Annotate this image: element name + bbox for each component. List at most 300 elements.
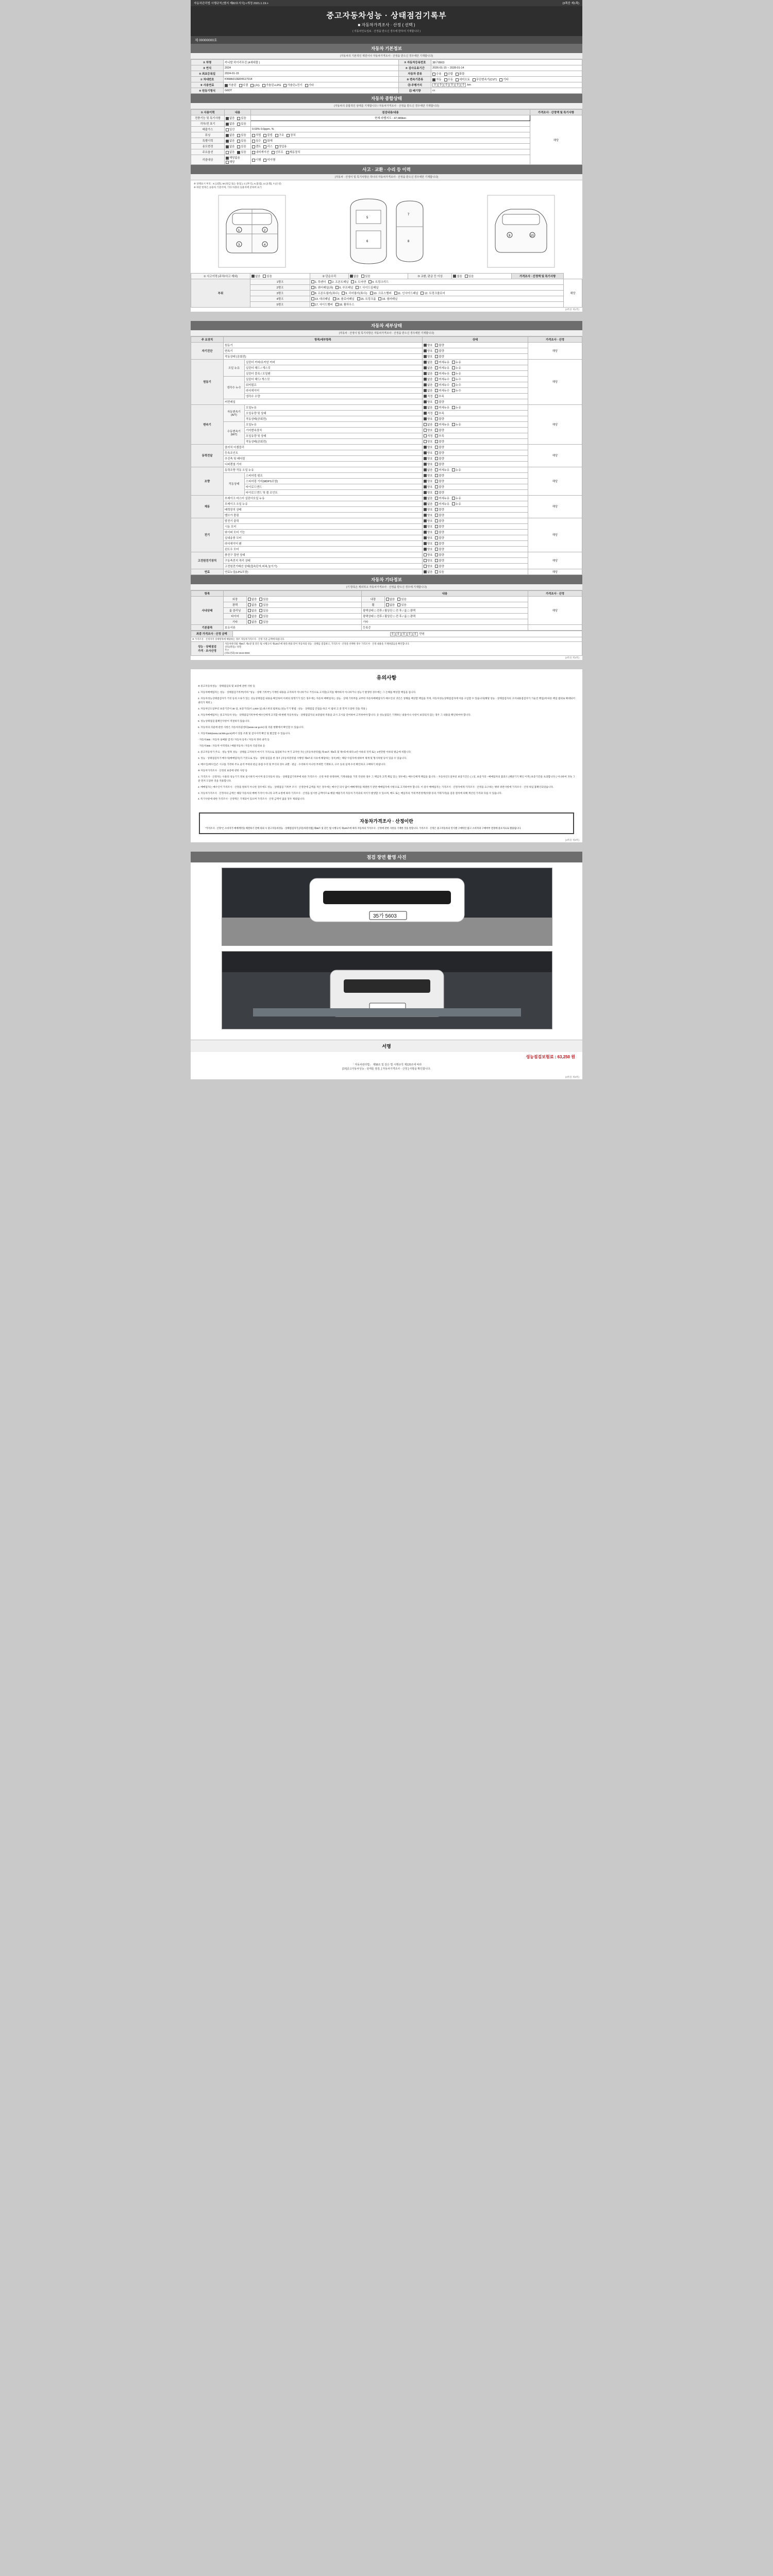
price-unit: 만원 [419, 632, 425, 636]
detail-item: 작동상태 (공회전) [224, 353, 423, 359]
diagram-note-1: ※ 상태표시 부호 : X (교환), W (판금 또는 용접 ), C (부식), A (흠집), U (요철), T (손상) [194, 182, 281, 185]
detail-opts: 양호 불량 [423, 529, 528, 535]
etc-item: 광택 [224, 602, 247, 607]
etc-opts: 없음 있음 [247, 607, 362, 613]
group-sign: 해당 [528, 342, 582, 359]
detail-item: 커먼레일 [224, 399, 423, 404]
doc-subtitle: ■ 자동차가격조사 · 산정 ( 선택 ) [358, 23, 415, 27]
detail-opts: 양호 불량 [423, 399, 528, 404]
overall-detail: 이행 미이행 [251, 155, 530, 165]
detail-item: 밸브가 풀림 [224, 512, 423, 518]
detail-opts: 없음 미세누수 누수 [423, 376, 528, 382]
detail-item: 변속기 [224, 348, 423, 353]
etc-side-label: 항목 [191, 590, 224, 596]
detail-item: 라디에이터 팬 [224, 540, 423, 546]
notice-item: 3. 자동차인도일부터 보증기간이 30 일, 보증거리(이 1,000 일) 최소한의 범위로 (성능기기 방법 : 성능 · 상태점검 간접을 하고 이 범위 고 중 먼저 도달한 것을 적용 ) [198, 707, 367, 710]
overall-emission: 0.03% 0.0ppm. % [251, 127, 530, 132]
row-value: 2024-01-15 [224, 71, 399, 77]
group-name: 변속기 [191, 404, 224, 444]
detail-sub: 냉각수 누수 [224, 376, 245, 399]
svg-text:9: 9 [509, 234, 511, 238]
svg-text:5: 5 [366, 216, 368, 219]
overall-opts: 없음 있음 [225, 121, 251, 127]
sheet-2 [191, 321, 582, 660]
form-code: 자동차관리법 시행규칙 [별지 제82호서식] <개정 2021.1.19.> [194, 2, 268, 5]
title-block [191, 6, 582, 36]
detail-item: 오일유량 및 상태 [245, 410, 423, 416]
bottom-note-2: [1Y]중고자동차성능 · 상태를 점검, [ 자동차가격조사 · 산정 ] 사항을 확인합니다. [342, 1067, 431, 1071]
price-head: 최종 가격조사 · 산정 금액 [191, 631, 233, 637]
etc-content-text: 광택상태 □ 전후 / 휠상단 □ 전 후 / 룸 □ 광택 [361, 613, 528, 619]
detail-item: 라디에이터 [245, 387, 423, 393]
row-value: 카니발 하이리무진 (4세대물 ) [224, 60, 399, 65]
section-detail-title: 자동차 세부상태 [191, 321, 582, 330]
detail-item: 타이로드엔드 및 볼 조인트 [245, 489, 423, 495]
page-indicator: (3쪽중 제1쪽) [562, 2, 579, 5]
notice-item: 2. 중고자동차가 주요 · 성능 항목 성능 · 상태를 고지하지 마시기 가격으로 점검하거나 부기 교지한 자는 [자동차관리법] 제 83조 제5호 및 제7호에 따라 2년 이하의 징역 또는 2천만원 이하의 벌금에 처합니다. [198, 750, 412, 753]
bottom-note [191, 1062, 582, 1075]
sheet-3-notice [191, 669, 582, 843]
fuel-label: ⑨ 사용연료 [191, 82, 224, 88]
detail-item: 추진축 및 베어링 [224, 455, 423, 461]
notice-item: 1. 가격조사 · 산정자는 사용의 성능기기 정보 실시하지 마시며 중고자동차 성능 · 상태점검기록부에 따른 가격조사 · 산정 부분 한정하며, 기재내용을 거짓 작성한 경우 그 책임자 고객 책임 있는 경우에는 매수인에게 책임을 집니다. - 자동차인도일부터 보증기간은 ( ) 일, 보증거리 - 매매업자의 불과도 (해당기기 확인 이후) 보증기간을 초과합니다 ( 이나하여 귀속 그 중 먼저 도달한 것을 적용합니다. [198, 775, 575, 782]
detail-item: 등속조인트 [224, 450, 423, 455]
notice-item: 4. 특기사항에 대한 가격조사 · 산정액은 기재되어 있으며 가격조사 · 산정 금액이 없을 경우 제외됩니다. [198, 798, 305, 801]
sheet-1 [191, 0, 582, 312]
col-use: ① 사용이력 [191, 110, 225, 115]
detail-opts: 양호 불량 [423, 506, 528, 512]
detail-col4: 가격조사 · 산정 [528, 336, 582, 342]
doc-desc: ( 자동차인도일로 · 산정을 받으신 경우에 한하여 기재합니다 ) [352, 30, 421, 33]
detail-item: 실린더 헤드 / 개스킷 [245, 365, 423, 370]
detail-col2: 항목/세부항목 [224, 336, 423, 342]
etc-content-opts: 없음 있음 [384, 602, 528, 607]
row-value: 2026-01-15 ~ 2028-01-14 [431, 65, 582, 71]
section-etc-sub: (기 항목은 제외하고 자동차가격조사 · 산정을 받으신 경우에 기재합니다) [191, 584, 582, 590]
rank-no: 5랭크 [250, 301, 310, 307]
detail-opts: 양호 불량 [423, 427, 528, 433]
group-name: 동력전달 [191, 444, 224, 467]
section-accident-sub: (자동차 · 산정이 및 특기사항은 하나의 자동차가격조사 · 산정을 받으신 경우에만 기재합니다) [191, 174, 582, 180]
row-value: 38구8903 [431, 60, 582, 65]
overall-item: 배출가스 [191, 127, 225, 132]
detail-opts: 양호 불량 [423, 552, 528, 557]
declaration-title: 자동차가격조사 · 산정이란 [360, 819, 413, 824]
rank-no: 2랭크 [250, 284, 310, 290]
detail-item: 충전구 절연 상태 [224, 552, 423, 557]
etc-col-sign: 가격조사 · 산정 [528, 590, 582, 596]
detail-item: 윈도우 모터 [224, 546, 423, 552]
detail-opts: 없음 미세누유 누유 [423, 359, 528, 365]
notice-body [191, 684, 582, 809]
section-detail-sub: (자동차 · 산정이 및 특기사항은 자동차가격조사 · 산정을 받으신 경우에만 기재합니다) [191, 330, 582, 336]
overall-opts: 없음 있음 [225, 115, 251, 121]
overall-opts: 없음 있음 [225, 132, 251, 138]
disp-label: ⑪ 배기량 [399, 88, 431, 94]
page-foot-1: (3쪽중 제1쪽) [565, 308, 579, 311]
detail-opts: 양호 불량 [423, 512, 528, 518]
detail-opts: 양호 불량 [423, 455, 528, 461]
svg-text:7: 7 [408, 213, 410, 216]
notice-item: 5. 성능상태점검 불확인사항이 적절하지 않습니다. [198, 719, 250, 722]
group-sign: 해당 [528, 467, 582, 495]
detail-opts: 양호 불량 [423, 523, 528, 529]
overall-item: 각부/전 표기 [191, 121, 225, 127]
group-sign: 해당 [528, 569, 582, 574]
detail-item: 연료누설(LPG포함) [224, 569, 423, 574]
row-label: ① 차명 [191, 60, 224, 65]
notice-head-1: ※ 중고자동차성능 · 상태점검의 및 보증에 관한 사항 등 [198, 684, 255, 687]
detail-opts: 없음 있음 [423, 569, 528, 574]
detail-sub: 작동상태 [224, 472, 245, 495]
row-value: 2024 [224, 65, 399, 71]
overall-opts: 없음 있음 [225, 144, 251, 149]
detail-item: 클러치 어셈블리 [224, 444, 423, 450]
etc-col-item [224, 590, 362, 596]
price-amount: 0 0 0 0 0 만원 [232, 631, 582, 637]
overall-opts: 없음 있음 [225, 149, 251, 155]
doc-title: 중고자동차성능 · 상태점검기록부 [326, 11, 447, 20]
car-top-diagram [332, 193, 441, 270]
page-foot-4: (3쪽중 제3쪽) [565, 1076, 579, 1079]
notice-item: 3. 자동차가격조사 · 산정자의 금액은 해당 자동차의 매매 가격이 아니라 고객 요청에 따라 가격조사 · 산정을 실시한 금액이므로 해당 매물가격 자동차 가격과의 차이가 발생할 수 있으며, 매도 또는 매입자의 거래 부분정액(차량 등의 거래가격)을 검증 절차에 의해 계산된 가격과 다를 수 있습니다. [198, 791, 502, 794]
svg-text:8: 8 [408, 240, 410, 243]
detail-opts: 없음 미세누유 누유 [423, 467, 528, 472]
notice-head-2: ※ 자동차가격조사 · 산정의 보증에 관한 사항 등 [198, 769, 248, 772]
transmission-options: 자동 수동 세미오토 무단변속기(CVT) 기타 [431, 77, 582, 82]
detail-opts: 양호 불량 [423, 557, 528, 563]
etc-item: 룸 클리닝 [224, 607, 247, 613]
acc-sign: 해당 [564, 279, 582, 307]
detail-opts: 양호 불량 [423, 546, 528, 552]
detail-opts: 없음 미세누유 누유 [423, 421, 528, 427]
price-body [224, 641, 582, 655]
detail-item: 발전기 출력 [224, 518, 423, 523]
overall-opts: 없음 있음 [225, 138, 251, 144]
detail-item: 디퍼렌셜 기어 [224, 461, 423, 467]
detail-opts: 양호 불량 [423, 444, 528, 450]
svg-text:3: 3 [238, 243, 240, 247]
detail-item: 구동축전지 격리 상태 [224, 557, 423, 563]
detail-item: 실린더 헤드/ 개스킷 [245, 376, 423, 382]
page-foot-2: (3쪽중 제2쪽) [565, 656, 579, 659]
price-company-label: 상호(명칭) / 성명 [225, 645, 242, 648]
detail-item: 시동 모터 [224, 523, 423, 529]
detail-opts: 양호 불량 [423, 461, 528, 467]
price-body-text: 자동차관리법 제58조 제1항 및 같은 법 시행규칙 제120조에 따라 위와 같이 자동차의 성능 · 상태를 점검하고, 가격조사 · 산정을 선택한 경우 가격조사 · 산정 내용을 기재하였음을 확인합니다. [225, 642, 410, 645]
notice-item: 1. 자동차매매업자는 성능 · 상태점검기록부(이하 "성능 · 상태 기록부") 기재한 내용을 고지하지 아니하거나 거짓으로 고지할(고지를 해야하지 아니하거나 성능기 발생한 경우에는 그 손해를 배상할 책임을 집니다. [198, 690, 416, 693]
group-name: 제동 [191, 495, 224, 518]
group-sign: 해당 [528, 444, 582, 467]
detail-opts: 양호 불량 [423, 348, 528, 353]
section-overall-sub: (자동차의 종합적인 상태를 기재합니다 / 자동차가격조사 · 산정을 받으신 경우에만 기재합니다) [191, 103, 582, 109]
detail-opts: 양호 불량 [423, 563, 528, 569]
etc-item: 기타 [224, 619, 247, 624]
etc-content-text: 광택상태 □ 전후 / 휠상단 □ 전 후 / 룸 □ 광택 [361, 607, 528, 613]
etc-base-label: 기본품목 [191, 624, 224, 630]
accident-history-table [191, 273, 582, 308]
photo-front [222, 868, 552, 946]
overall-detail: 내비게이션 선루프 제동장치 [251, 149, 530, 155]
overall-item: 특별이력 [191, 138, 225, 144]
detail-col3: 상태 [423, 336, 528, 342]
detail-item: 기어변속장치 [245, 427, 423, 433]
detail-opts: 양호 불량 [423, 342, 528, 348]
detail-opts: 없음 미세누유 누유 [423, 365, 528, 370]
photo-underbody [222, 951, 552, 1029]
notice-item: 3. 성능 · 상태점검자가 매수자(매매업자)가 거짓으로 성능 · 상태 점검을 한 경우 (자동차관리법 시행령 제8조의 사유에 해당하는 경우)에는 해당 사업자에 대하여 제재 및 형사처벌 등이 있을 수 있습니다. [198, 756, 407, 759]
overall-detail: 렌트 리스 영업용 [251, 144, 530, 149]
bottom-note-1: 「 자동차관리법」 제58조 및 같은 법 시행규칙 제120조에 따라 [351, 1063, 422, 1067]
acc-opts: 없음 있음 [348, 273, 408, 279]
detail-opts: 적정 부족 [423, 410, 528, 416]
photo-list [191, 862, 582, 1040]
rank-items: 1. 후펜더 2. 프론트패널 3. 도어엔 4. 트렁크리드 [310, 279, 563, 284]
svg-text:6: 6 [366, 240, 368, 243]
group-sign: 해당 [528, 518, 582, 552]
notice-item: 4. 매수인(매수인)은 시고를 가정하 주요 골격 부위의 판금 용접 수리 및 부식의 경우 교환 · 판금 · 수리하지 아니한 부위만 기재하고, 구조 등의 실제 수리 확인하고 구매하기 바랍니다. [198, 762, 386, 766]
svg-text:10: 10 [530, 234, 534, 238]
row-label: ⑦ 차대번호 [191, 77, 224, 82]
detail-item: 작동상태(공회전) [245, 438, 423, 444]
rank-no: 4랭크 [250, 296, 310, 301]
detail-table [191, 336, 582, 575]
svg-text:4: 4 [264, 243, 266, 247]
group-sign: 해당 [528, 404, 582, 444]
detail-item: 배력장치 상태 [224, 506, 423, 512]
detail-opts: 양호 불량 [423, 438, 528, 444]
overall-item: 리콜대상 [191, 155, 225, 165]
price-left-label [191, 641, 224, 655]
group-sign: 해당 [528, 495, 582, 518]
fee-value: 63,250 원 [557, 1055, 575, 1060]
detail-item: 오일유량 및 상태 [245, 433, 423, 438]
detail-item: 원동기 [224, 342, 423, 348]
detail-opts: 없음 미세누수 누수 [423, 387, 528, 393]
declaration-box [199, 812, 574, 834]
accident-diagram-area [191, 180, 582, 273]
overall-detail: 침수 화재 [251, 138, 530, 144]
detail-opts: 없음 미세누유 누유 [423, 404, 528, 410]
notice-item: 2. 자동차성능상태점검자가 거짓 등의 오류가 있는 성능상태점검 내용을 확인하여 이에의 성명기가 있은 경우에는 자동차 매매업자는 성능 · 상태 기록부를 교부한 자동차매매업자가 매수인의 귀인은 상해를 배상할 책임을 지며, 자동차성능상태점검자에 이를 구입할 수 있습니다(해당 성능 · 상태점검자의 고지내용점검자가 기술진 책임)에 따른 책임 범위로 확대되어 권리가 제한 ). [198, 697, 575, 704]
car-side-left-diagram [216, 193, 288, 270]
acc-label: ③ 교환, 판금 등 이상 [408, 273, 452, 279]
detail-item: 와이퍼 모터 기능 [224, 529, 423, 535]
row-label-transmission: ⑧ 변속기종류 [399, 77, 431, 82]
acc-opts: 없음 있음 [250, 273, 310, 279]
group-name: 원동기 [191, 359, 224, 404]
etc-item: 외장 [224, 596, 247, 602]
diagram-note-2: ※ 하단 항목은 승용차 기준이며, 기타 차종의 승용차에 준하여 표기 [194, 185, 262, 189]
detail-item: 실린더 블록 / 오일팬 [245, 370, 423, 376]
row-label: ② 자동차등록번호 [399, 60, 431, 65]
svg-text:1: 1 [238, 229, 240, 232]
detail-item: 스티어링 펌프 [245, 472, 423, 478]
etc-side: 사내상태 [191, 596, 224, 624]
rank-no: 3랭크 [250, 290, 310, 296]
engine-value: G6DT [224, 88, 399, 94]
overall-opts: 해당없음해당 [225, 155, 251, 165]
overall-table [191, 109, 582, 165]
col-sign: 가격조사 · 산정액 및 특기사항 [530, 110, 582, 115]
row-label: 자동차 종류 [399, 71, 431, 77]
overall-detail [251, 121, 530, 127]
detail-opts: 양호 불량 [423, 535, 528, 540]
parts-rank-label: 부위 [191, 279, 250, 307]
svg-text:2: 2 [264, 229, 266, 232]
overall-item: 용도변경 [191, 144, 225, 149]
etc-item: 타이어 [224, 613, 247, 619]
car-rear-diagram [485, 193, 557, 270]
detail-item: 작동상태(공회전) [245, 416, 423, 421]
etc-content-label: 내장 [361, 596, 384, 602]
etc-opts: 없음 있음 [247, 602, 362, 607]
acc-label: ② 단순수리 [310, 273, 348, 279]
fee-bar [191, 1052, 582, 1062]
rank-items: 5. 쿼터패널(좌) 6. 루프패널 7. 사이드실패널 [310, 284, 563, 290]
fee-label: 성능점검보험료 [526, 1055, 554, 1060]
detail-item: 실린더 커버/로커암 커버 [245, 359, 423, 365]
etc-content-label: 휠 [361, 602, 384, 607]
section-etc-title: 자동차 기타정보 [191, 575, 582, 584]
acc-opts: 없음 있음 [452, 273, 512, 279]
etc-opts: 없음 있음 [247, 613, 362, 619]
col-state: 점검내용/내용 [251, 110, 530, 115]
row-label: ⑤ 최초등록일 [191, 71, 224, 77]
mileage-readout: 현재 라벨지도 : 47,989km [251, 115, 530, 121]
photo-underbody-image [222, 952, 552, 1029]
section-overall-title: 자동차 종합상태 [191, 94, 582, 103]
etc-content-text: 기타 [361, 619, 528, 624]
detail-item: 스티어링 기어(MDPS포함) [245, 478, 423, 484]
detail-sub: 수동변속기 (M/T) [224, 421, 245, 444]
document-number: 제 00000000호 [191, 36, 582, 44]
notice-item: 6. 자동차의 리콜에 관한 사항은 자동차리콜센터(www.car.go.kr) 및 리콜 현황에서 확인할 수 있습니다. [198, 725, 304, 728]
etc-sign: 해당 [528, 596, 582, 624]
detail-opts: 적정 부족 [423, 393, 528, 399]
detail-opts: 양호 불량 [423, 484, 528, 489]
detail-item: 타이로드엔드 [245, 484, 423, 489]
overall-item: 주요옵션 [191, 149, 225, 155]
etc-table [191, 590, 582, 631]
detail-col1: 주 요장치 [191, 336, 224, 342]
acc-label: ① 사고이력 (주차/사고 제외) [191, 273, 250, 279]
signature-section-title: 서명 [191, 1040, 582, 1052]
engine-label: ⑩ 원동기형식 [191, 88, 224, 94]
notice-title: 유의사항 [376, 675, 397, 681]
etc-base-sign [528, 624, 582, 630]
form-header-bar [191, 0, 582, 6]
detail-opts: 양호 불량 [423, 472, 528, 478]
etc-base-item: 등록증 [361, 624, 528, 630]
car-diagrams [194, 190, 579, 271]
detail-opts: 양호 불량 [423, 518, 528, 523]
detail-opts: 적정 부족 [423, 433, 528, 438]
overall-sign: 해당 [530, 115, 582, 165]
detail-item: 워터펌프 [245, 382, 423, 387]
notice-item: · 자동차365 : 자동차 실매물 검색 / 자동차 등록 / 자동차 정비 내역 등 [198, 738, 270, 741]
notice-item: 2. 매매업자는 매수인이 가격조사 · 산정을 원하지 아니한 경우에도 성능 · 상태점검 기록부 조사 · 산정란에 금액을 적은 경우에는 매수인 의사 없이 매매계약을 체결한기 관련 매매업자에 사항으로 고지하여야 합니다. 이 중수 배매업자는 가격조사 · 산정자에게 가격조사 · 산정을 요구하는 행위 위반사항에 가격조사 · 산정 위임 불확인되었습니다. [198, 785, 554, 788]
detail-sub: 자동변속기 (A/T) [224, 404, 245, 421]
declaration-body: "가격조사 · 산정"은 소비자가 매매계약을 체결하기 전에 의뢰 시 중고자동차성능 · 상태점검자가 [자동차관리법] 제58조 및 같은 법 시행규칙 제120조에 따라 자동차의 가격조사 · 산정에 관한 사항을 기재한 것을 말합니다. 가격조사 · 산정은 중고자동차의 연식별 구매력인 많고 소비자의 구매여부 결정에 중요자료로 활용됩니다. [205, 827, 522, 830]
rank-items: 13. 대쉬패널 14. 플로어패널 15. 트렁크룸 16. 필러패널 [310, 296, 563, 301]
detail-item: 브레이크 마스터 실린더오일 누유 [224, 495, 423, 501]
detail-opts: 양호 불량 [423, 489, 528, 495]
price-note: ※ 가격조사 · 산정자격 상세항목에 해당하는 경우 자동차가격조사 · 산정 기준 금액에 따릅니다. [191, 637, 582, 641]
price-left-1: 성능 · 상태점검 [197, 645, 217, 649]
photo-section-title: 점검 장면 촬영 사진 [191, 852, 582, 862]
section-accident-title: 사고 · 교환 · 수리 등 이력 [191, 165, 582, 174]
mileage-label: ⑬ 주행거리 [399, 82, 431, 88]
group-name: 조향 [191, 467, 224, 495]
detail-item: 오일누유 [245, 421, 423, 427]
overall-item: 튜닝 [191, 132, 225, 138]
etc-opts: 없음 있음 [247, 619, 362, 624]
fuel-options: 가솔린 디젤 LPG 가솔린+LPG 가솔린+전기 기타 [224, 82, 399, 88]
overall-item: 전충기능 및 특기사항 [191, 115, 225, 121]
group-sign: 해당 [528, 359, 582, 404]
overall-opts: 일산 [225, 127, 251, 132]
group-name: 자기진단 [191, 342, 224, 359]
svg-text:35가 5603: 35가 5603 [373, 913, 397, 920]
detail-opts: 양호 불량 [423, 478, 528, 484]
detail-item: 고전원전기배선 상태(접속단자,피복,높이기) [224, 563, 423, 569]
detail-opts: 없음 미세누유 누유 [423, 501, 528, 506]
disp-value: cc [431, 88, 582, 94]
detail-item: 브레이크 오일 누유 [224, 501, 423, 506]
detail-opts: 없음 미세누유 누유 [423, 495, 528, 501]
etc-base-item: 보유서류 [224, 624, 362, 630]
row-value: KNMA313ER4S17014 [224, 77, 399, 82]
notice-item: · 자동차365 : 자동차 이력정보 / 매물자동차 / 자동차 리콜정보 등 [198, 744, 265, 747]
notice-item: 4. 자동차매매업자는 중고자동차 성능 · 상태점검기록부에 매수인에게 고지할 때 현행 자동차성능 · 상태점검지의 보증범위 적용을 교시 고시를 얻여하여 고지하여야 합니다. 등 성능점검은 기재하는 내용이나 사항이 보장되지 않는 경우 그 내용을 확인하여야 합니다. [198, 713, 471, 716]
group-name: 연료 [191, 569, 224, 574]
row-label: ④ 검사유효기간 [399, 65, 431, 71]
row-label: ③ 연식 [191, 65, 224, 71]
detail-item: 오일누유 [245, 404, 423, 410]
detail-item: 동력조향 작동 오일 누유 [224, 467, 423, 472]
detail-opts: 양호 불량 [423, 416, 528, 421]
mileage-value: 0 0 0 0 0 0 km [431, 82, 582, 88]
detail-opts: 없음 미세누수 누수 [423, 382, 528, 387]
row-value: 승용 승합 화물 [431, 71, 582, 77]
etc-opts: 없음 있음 [247, 596, 362, 602]
detail-opts: 양호 불량 [423, 540, 528, 546]
price-table [191, 631, 582, 656]
notice-item: 7. 자동차365(www.car365.go.kr)에서 상품 조회 및 검사이력 확인 및 발급할 수 있습니다. [198, 732, 291, 735]
rank-items: 17. 사이드멤버 18. 휠하우스 [310, 301, 563, 307]
etc-col-content: 내용 [361, 590, 528, 596]
price-left-2: 가격 · 조사산정 [197, 649, 217, 653]
col-item: 내용 [225, 110, 251, 115]
acc-sign-head: 가격조사 · 산정액 및 특기사항 [512, 273, 564, 279]
detail-item: 냉각수 수량 [245, 393, 423, 399]
group-name: 고전원전기장치 [191, 552, 224, 569]
section-basic-sub: (자동차의 기본적인 제원이나 자동차가격조사 · 산정을 받으신 경우에만 기재합니다) [191, 53, 582, 59]
detail-item: 실내송풍 모터 [224, 535, 423, 540]
detail-opts: 양호 불량 [423, 353, 528, 359]
overall-detail: 적법 불법 구조 장치 [251, 132, 530, 138]
sheet-4-photos [191, 852, 582, 1079]
rank-items: 8. 프론트필러(좌/우) 9. 리어필러(좌/우) 10. 크로스멤버 11. 인사이드패널 12. 트렁크플로어 [310, 290, 563, 296]
group-name: 전기 [191, 518, 224, 552]
fee-sep: : [554, 1055, 558, 1060]
section-basic-title: 자동차 기본정보 [191, 44, 582, 53]
detail-opts: 없음 미세누유 누유 [423, 370, 528, 376]
price-tel: (대표전화) 02-1644-0903 [225, 651, 250, 654]
basic-info-table [191, 59, 582, 94]
detail-sub: 오일 누유 [224, 359, 245, 376]
